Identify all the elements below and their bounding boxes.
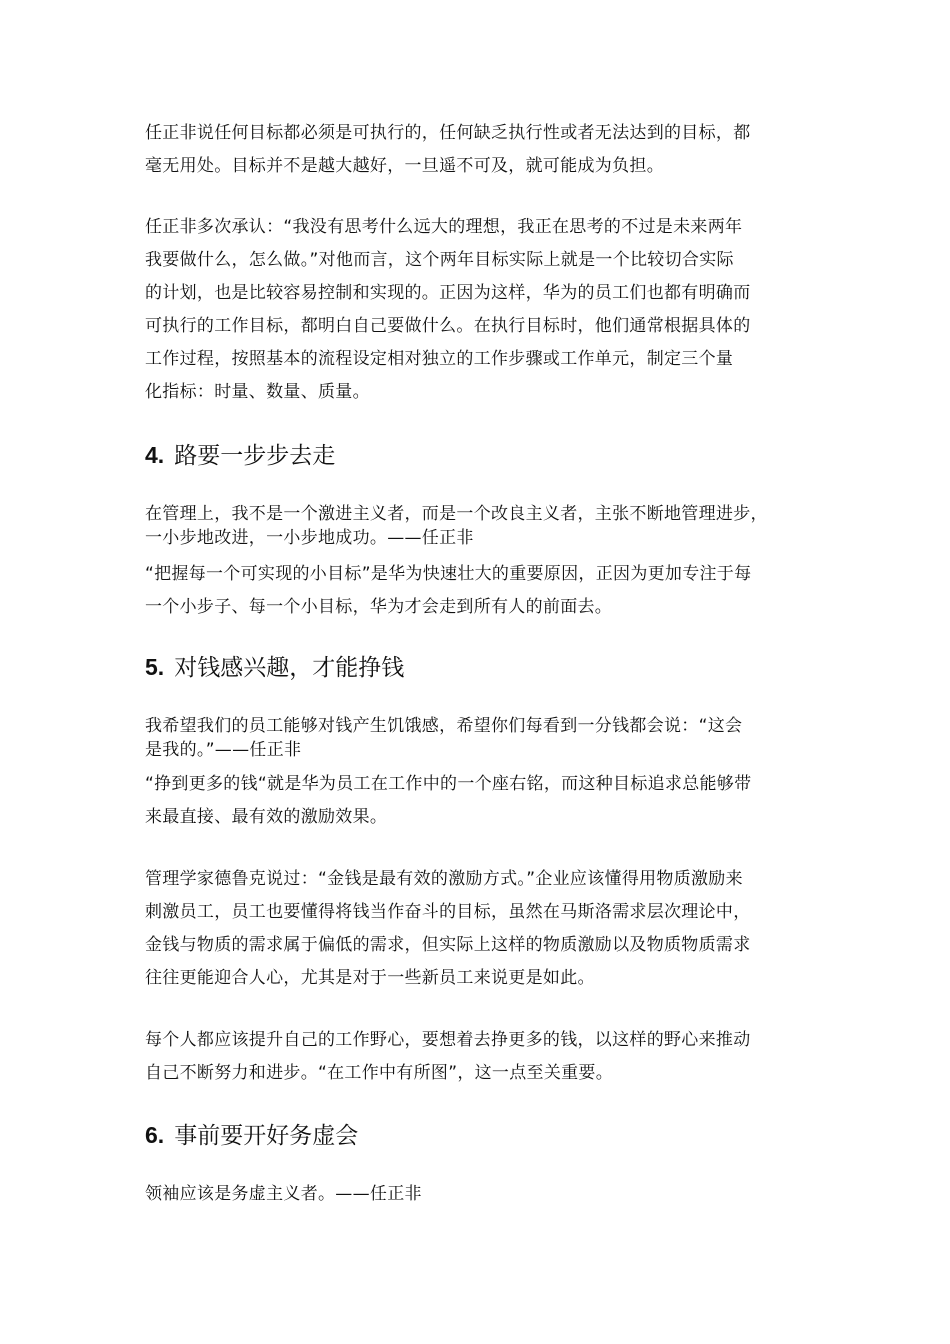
text-line: “挣到更多的钱“就是华为员工在工作中的一个座右铭，而这种目标追求总能够带 xyxy=(145,774,752,794)
text-line: 可执行的工作目标，都明白自己要做什么。在执行目标时，他们通常根据具体的 xyxy=(145,316,751,336)
section-title: 对钱感兴趣，才能挣钱 xyxy=(174,655,405,681)
paragraph-small-goals xyxy=(145,558,751,624)
text-line: 化指标：时量、数量、质量。 xyxy=(145,382,370,402)
section-title: 路要一步步去走 xyxy=(174,443,336,469)
text-line: 领袖应该是务虚主义者。——任正非 xyxy=(145,1184,422,1204)
paragraph-ambition xyxy=(145,1024,751,1090)
section-heading-4 xyxy=(145,440,335,471)
text-line: 我要做什么，怎么做。”对他而言，这个两年目标实际上就是一个比较切合实际 xyxy=(145,250,734,270)
text-line: 是我的。”——任正非 xyxy=(145,740,302,760)
text-line: “把握每一个可实现的小目标”是华为快速壮大的重要原因，正因为更加专注于每 xyxy=(145,564,752,584)
section-number: 4. xyxy=(145,442,165,468)
text-line: 金钱与物质的需求属于偏低的需求，但实际上这样的物质激励以及物质物质需求 xyxy=(145,935,751,955)
text-line: 一个小步子、每一个小目标，华为才会走到所有人的前面去。 xyxy=(145,597,613,617)
text-line: 刺激员工，员工也要懂得将钱当作奋斗的目标，虽然在马斯洛需求层次理论中， xyxy=(145,902,751,922)
paragraph-two-year-goal xyxy=(145,211,751,409)
section-number: 6. xyxy=(145,1122,165,1148)
text-line: 一小步地改进，一小步地成功。——任正非 xyxy=(145,528,474,548)
section-heading-6 xyxy=(145,1120,358,1151)
section-number: 5. xyxy=(145,654,165,680)
text-line: 管理学家德鲁克说过：“金钱是最有效的激励方式。”企业应该懂得用物质激励来 xyxy=(145,869,743,889)
paragraph-quote-leader xyxy=(145,1178,422,1211)
text-line: 毫无用处。目标并不是越大越好，一旦遥不可及，就可能成为负担。 xyxy=(145,156,664,176)
text-line: 工作过程，按照基本的流程设定相对独立的工作步骤或工作单元，制定三个量 xyxy=(145,349,734,369)
text-line: 自己不断努力和进步。“在工作中有所图”，这一点至关重要。 xyxy=(145,1063,614,1083)
section-title: 事前要开好务虚会 xyxy=(174,1123,359,1149)
text-line: 往往更能迎合人心，尤其是对于一些新员工来说更是如此。 xyxy=(145,968,595,988)
text-line: 任正非多次承认：“我没有思考什么远大的理想，我正在思考的不过是未来两年 xyxy=(145,217,743,237)
paragraph-drucker xyxy=(145,863,751,995)
document-page xyxy=(145,0,810,1344)
text-line: 任正非说任何目标都必须是可执行的，任何缺乏执行性或者无法达到的目标，都 xyxy=(145,123,751,143)
text-line: 的计划，也是比较容易控制和实现的。正因为这样，华为的员工们也都有明确而 xyxy=(145,283,751,303)
paragraph-quote-reformist xyxy=(145,502,768,550)
text-line: 来最直接、最有效的激励效果。 xyxy=(145,807,388,827)
text-line: 每个人都应该提升自己的工作野心，要想着去挣更多的钱，以这样的野心来推动 xyxy=(145,1030,751,1050)
text-line: 我希望我们的员工能够对钱产生饥饿感，希望你们每看到一分钱都会说：“这会 xyxy=(145,716,743,736)
paragraph-executable-goals xyxy=(145,117,751,183)
section-heading-5 xyxy=(145,652,404,683)
text-line: 在管理上，我不是一个激进主义者，而是一个改良主义者，主张不断地管理进步， xyxy=(145,504,768,524)
paragraph-motto xyxy=(145,768,751,834)
paragraph-quote-hunger xyxy=(145,714,742,762)
